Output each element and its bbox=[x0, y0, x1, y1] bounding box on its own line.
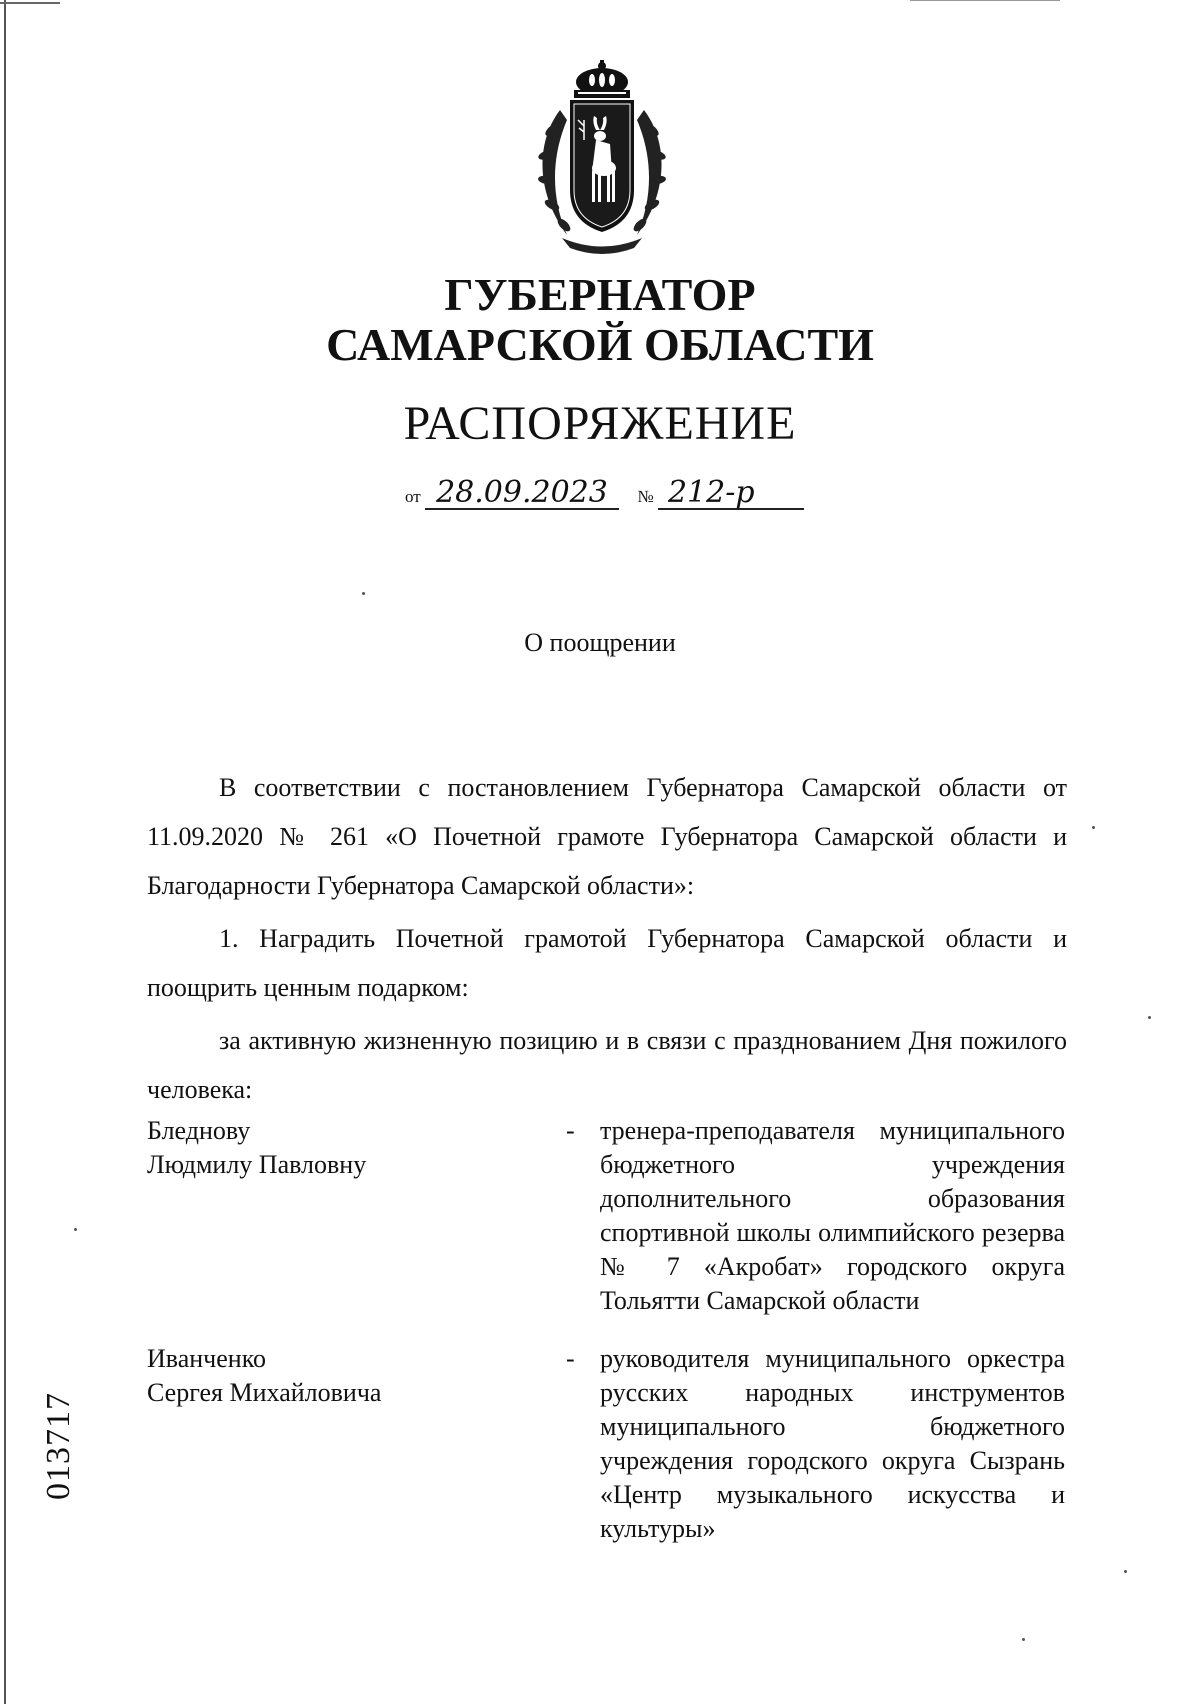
awardee-position: тренера-преподавателя муниципального бюджетного учреждения дополнительного образования спортивной школы олимпийского резерва № 7 «Акробат» городского округа Тольятти Самарской области bbox=[600, 1116, 1065, 1315]
date-value: 28.09.2023 bbox=[425, 478, 619, 510]
scan-speck bbox=[362, 592, 365, 595]
authority-region: САМАРСКОЙ ОБЛАСТИ bbox=[326, 319, 874, 370]
awardee-position: руководителя муниципального оркестра русских народных инструментов муниципального бюджетного учреждения городского округа Сызрань «Центр музыкального искусства и культуры» bbox=[600, 1344, 1065, 1543]
document-type: РАСПОРЯЖЕНИЕ bbox=[403, 397, 797, 450]
samara-coat-of-arms-icon bbox=[522, 60, 682, 255]
list-dash: - bbox=[566, 1344, 575, 1373]
document-subject: О поощрении bbox=[524, 628, 676, 657]
registration-line bbox=[405, 475, 804, 510]
scan-speck bbox=[1124, 1570, 1127, 1573]
page-edge bbox=[910, 0, 1060, 1]
awardee-surname: Иванченко bbox=[147, 1344, 267, 1373]
awardee-surname: Бледнову bbox=[147, 1116, 251, 1145]
form-serial-number: 013717 bbox=[40, 1392, 77, 1500]
page-edge bbox=[4, 0, 6, 1704]
scan-speck bbox=[74, 1228, 77, 1231]
scan-speck bbox=[1148, 1016, 1151, 1019]
page-edge bbox=[0, 2, 60, 4]
preamble-paragraph: В соответствии с постановлением Губернатора Самарской области от 11.09.2020 № 261 «О Почетной грамоте Губернатора Самарской области и Благодарности Губернатора Самарской области»: bbox=[147, 773, 1067, 900]
authority-title: ГУБЕРНАТОР bbox=[444, 269, 756, 320]
item-1-paragraph: 1. Наградить Почетной грамотой Губернатора Самарской области и поощрить ценным подарком: bbox=[147, 924, 1067, 1002]
scan-speck bbox=[1092, 826, 1095, 829]
awardee-given-names: Сергея Михайловича bbox=[147, 1378, 382, 1407]
awardee-name bbox=[147, 1342, 527, 1410]
awardee-given-names: Людмилу Павловну bbox=[147, 1150, 367, 1179]
scan-speck bbox=[1022, 1638, 1025, 1641]
date-label: от bbox=[405, 487, 421, 506]
number-label: № bbox=[637, 487, 654, 506]
reason-paragraph: за активную жизненную позицию и в связи с празднованием Дня пожилого человека: bbox=[147, 1026, 1067, 1104]
number-value: 212-р bbox=[658, 478, 804, 510]
list-dash: - bbox=[566, 1116, 575, 1145]
awardee-name bbox=[147, 1114, 527, 1182]
